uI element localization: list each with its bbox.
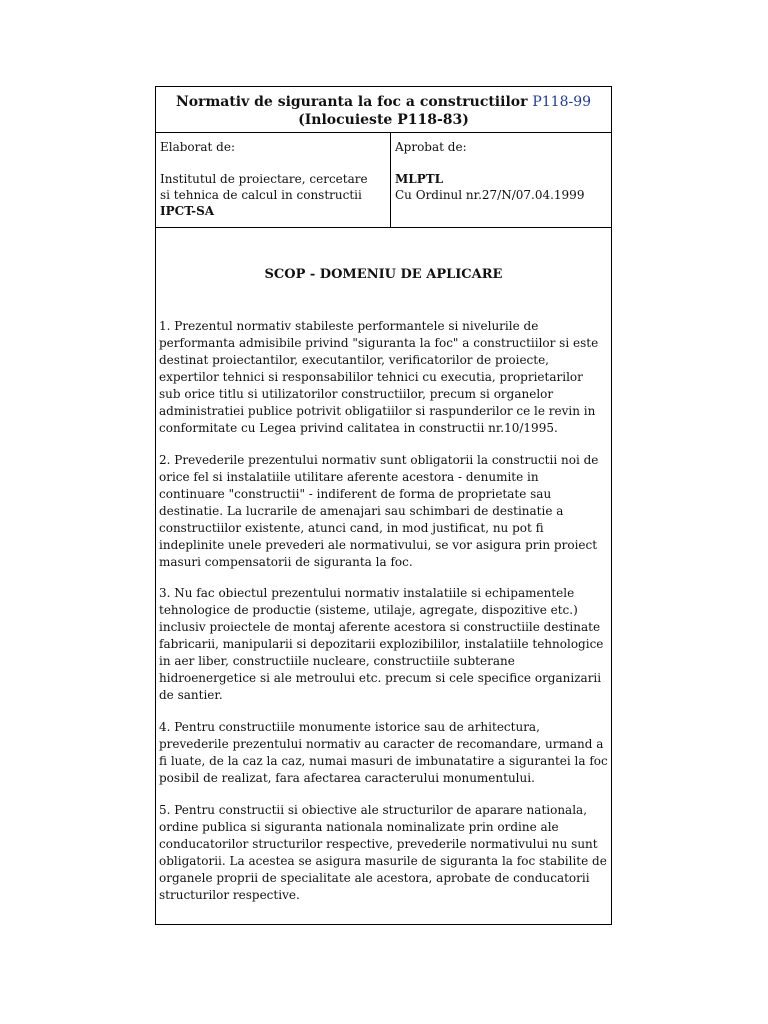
content-cell [156,228,611,924]
paragraph-4: 4. Pentru constructiile monumente istorice sau de arhitectura, prevederile prezentului normativ au caracter de recomandare, urmand a fi luate, de la caz la caz, numai masuri de imbunatatire a sigurantei la foc posibil de realizat, fara afectarea caracterului monumentului. [159,720,608,785]
author-name-line2: si tehnica de calcul in constructii [160,188,362,202]
paragraph-2: 2. Prevederile prezentului normativ sunt obligatorii la constructii noi de orice fel si instalatiile utilitare aferente acestora - denumite in continuare "constructii" - indiferent de forma de proprietate sau destinatie. La lucrarile de amenajari sau schimbari de destinatie a constructiilor existente, atunci cand, in mod justificat, nu pot fi indeplinite unele prevederi ale normativului, se vor asigura prin proiect masuri compensatorii de siguranta la foc. [159,453,599,569]
author-cell [156,133,391,227]
paragraph-1: 1. Prezentul normativ stabileste performantele si nivelurile de performanta admisibile privind "siguranta la foc" a constructiilor si este destinat proiectantilor, executantilor, verificatorilor de proiecte, expertilor tehnici si responsabililor tehnici cu executia, proprietarilor sub orice titlu si utilizatorilor constructiilor, precum si organelor administratiei publice potrivit obligatiilor si raspunderilor ce le revin in conformitate cu Legea privind calitatea in constructii nr.10/1995. [159,319,599,435]
title-main: Normativ de siguranta la foc a constructiilor [175,94,528,110]
normative-code-link[interactable]: P118-99 [532,94,592,110]
approval-order: Cu Ordinul nr.27/N/07.04.1999 [395,188,585,202]
approval-cell [391,133,611,227]
document-table [155,86,612,925]
replaces-note: (Inlocuieste P118-83) [298,112,469,128]
title-row [156,87,611,133]
author-name-line1: Institutul de proiectare, cercetare [160,172,368,186]
paragraph-3: 3. Nu fac obiectul prezentului normativ instalatiile si echipamentele tehnologice de productie (sisteme, utilaje, agregate, dispozitive etc.) inclusiv proiectele de montaj aferente acestora si constructiile destinate fabricarii, manipularii si depozitarii explozibililor, instalatiile tehnologice in aer liber, constructiile nucleare, constructiile subterane hidroenergetice si ale metroului etc. precum si cele specifice organizarii de santier. [159,586,604,702]
page-title [156,93,611,111]
author-acronym: IPCT-SA [160,204,215,218]
paragraph-5: 5. Pentru constructii si obiective ale structurilor de aparare nationala, ordine publica si siguranta nationala nominalizate prin ordine ale conducatorilor structurilor respective, prevederile normativului nu sunt obligatorii. La acestea se asigura masurile de siguranta la foc stabilite de organele proprii de specialitate ale acestora, aprobate de conducatorii structurilor respective. [159,803,607,902]
section-heading: SCOP - DOMENIU DE APLICARE [264,267,503,282]
info-row [156,133,611,228]
approval-label: Aprobat de: [395,140,467,154]
author-label: Elaborat de: [160,140,236,154]
approval-authority: MLPTL [395,172,444,186]
